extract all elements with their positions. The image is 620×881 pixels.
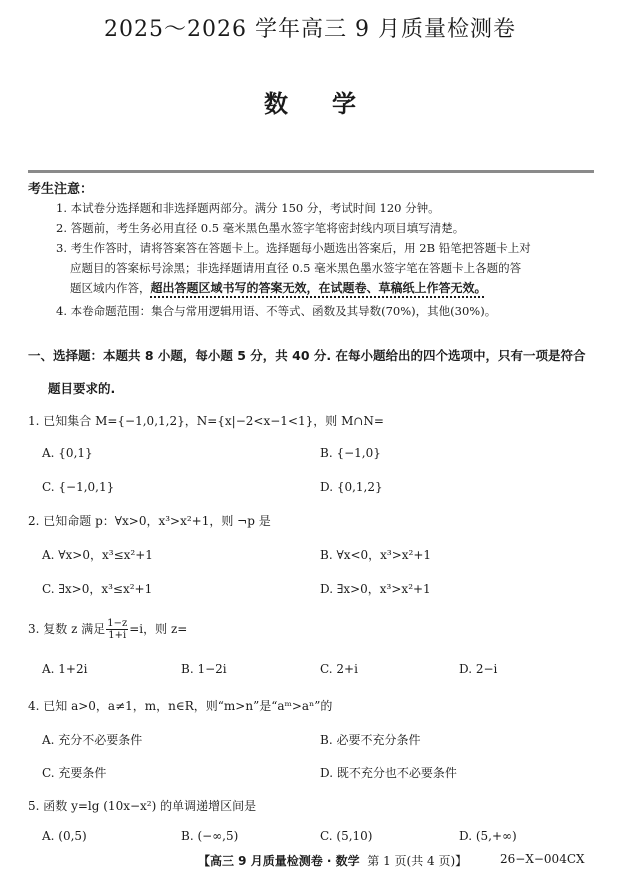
notice-item-2: 2. 答题前，考生务必用直径 0.5 毫米黑色墨水签字笔将密封线内项目填写清楚。	[56, 221, 465, 235]
notice-item-4: 4. 本卷命题范围：集合与常用逻辑用语、不等式、函数及其导数(70%)，其他(30%)。	[56, 304, 497, 318]
fraction-numerator: 1−z	[107, 618, 128, 629]
question-5-option-b: B. (−∞,5)	[181, 829, 239, 843]
question-4-option-d: D. 既不充分也不必要条件	[320, 766, 457, 780]
subject-title: 数学	[264, 89, 400, 118]
question-2-option-d: D. ∃x>0，x³>x²+1	[320, 582, 431, 596]
question-3-option-c: C. 2+i	[320, 662, 358, 676]
question-3-fraction	[106, 618, 128, 641]
question-2-option-b: B. ∀x<0，x³>x²+1	[320, 548, 432, 562]
footer-title: 【高三 9 月质量检测卷 · 数学	[198, 854, 360, 868]
question-2-option-c: C. ∃x>0，x³≤x²+1	[42, 582, 153, 596]
question-2-option-a: A. ∀x>0，x³≤x²+1	[42, 548, 153, 562]
header-divider	[28, 170, 594, 173]
question-1-option-b: B. {−1,0}	[320, 446, 381, 460]
notice-item-3: 3. 考生作答时，请将答案答在答题卡上。选择题每小题选出答案后，用 2B 铅笔把答题卡上对	[56, 241, 531, 255]
fraction-denominator: 1+i	[108, 630, 127, 641]
notice-item-3-cont: 应题目的答案标号涂黑；非选择题请用直径 0.5 毫米黑色墨水签字笔在答题卡上各题的答	[70, 261, 522, 275]
notice-emphasis: 超出答题区域书写的答案无效，在试题卷、草稿纸上作答无效。	[150, 281, 487, 295]
question-5-option-c: C. (5,10)	[320, 829, 373, 843]
question-3-stem	[28, 618, 594, 641]
notice-heading: 考生注意：	[28, 182, 94, 197]
question-5-option-a: A. (0,5)	[42, 829, 87, 843]
question-1-option-a: A. {0,1}	[42, 446, 93, 460]
section-heading-line-1: 一、选择题：本题共 8 小题，每小题 5 分，共 40 分. 在每小题给出的四个选项中，只有一项是符合	[28, 348, 586, 363]
question-3-stem-pre: 3. 复数 z 满足	[28, 622, 106, 636]
question-3-option-b: B. 1−2i	[181, 662, 227, 676]
question-3-stem-post: =i，则 z=	[129, 622, 188, 636]
question-1-option-c: C. {−1,0,1}	[42, 480, 115, 494]
notice-item-3-text: 题区域内作答，	[70, 281, 151, 295]
question-4-option-b: B. 必要不充分条件	[320, 733, 421, 747]
question-5-option-d: D. (5,+∞)	[459, 829, 517, 843]
question-3-option-a: A. 1+2i	[42, 662, 88, 676]
question-4-option-c: C. 充要条件	[42, 766, 107, 780]
question-2-stem: 2. 已知命题 p：∀x>0，x³>x²+1，则 ¬p 是	[28, 514, 271, 528]
notice-item-1: 1. 本试卷分选择题和非选择题两部分。满分 150 分，考试时间 120 分钟。	[56, 201, 440, 215]
question-4-stem: 4. 已知 a>0，a≠1，m，n∈R，则“m>n”是“aᵐ>aⁿ”的	[28, 699, 333, 713]
exam-title: 2025～2026 学年高三 9 月质量检测卷	[104, 17, 516, 42]
question-1-option-d: D. {0,1,2}	[320, 480, 383, 494]
footer-page-number: 第 1 页(共 4 页)】	[367, 854, 468, 868]
section-heading-line-2: 题目要求的.	[48, 381, 116, 396]
question-1-stem: 1. 已知集合 M={−1,0,1,2}，N={x|−2<x−1<1}，则 M∩N=	[28, 414, 384, 428]
page-footer	[198, 852, 467, 869]
question-5-stem: 5. 函数 y=lg (10x−x²) 的单调递增区间是	[28, 799, 257, 813]
footer-code: 26−X−004CX	[500, 852, 585, 866]
question-3-option-d: D. 2−i	[459, 662, 498, 676]
question-4-option-a: A. 充分不必要条件	[42, 733, 143, 747]
notice-item-3-end	[70, 278, 596, 298]
